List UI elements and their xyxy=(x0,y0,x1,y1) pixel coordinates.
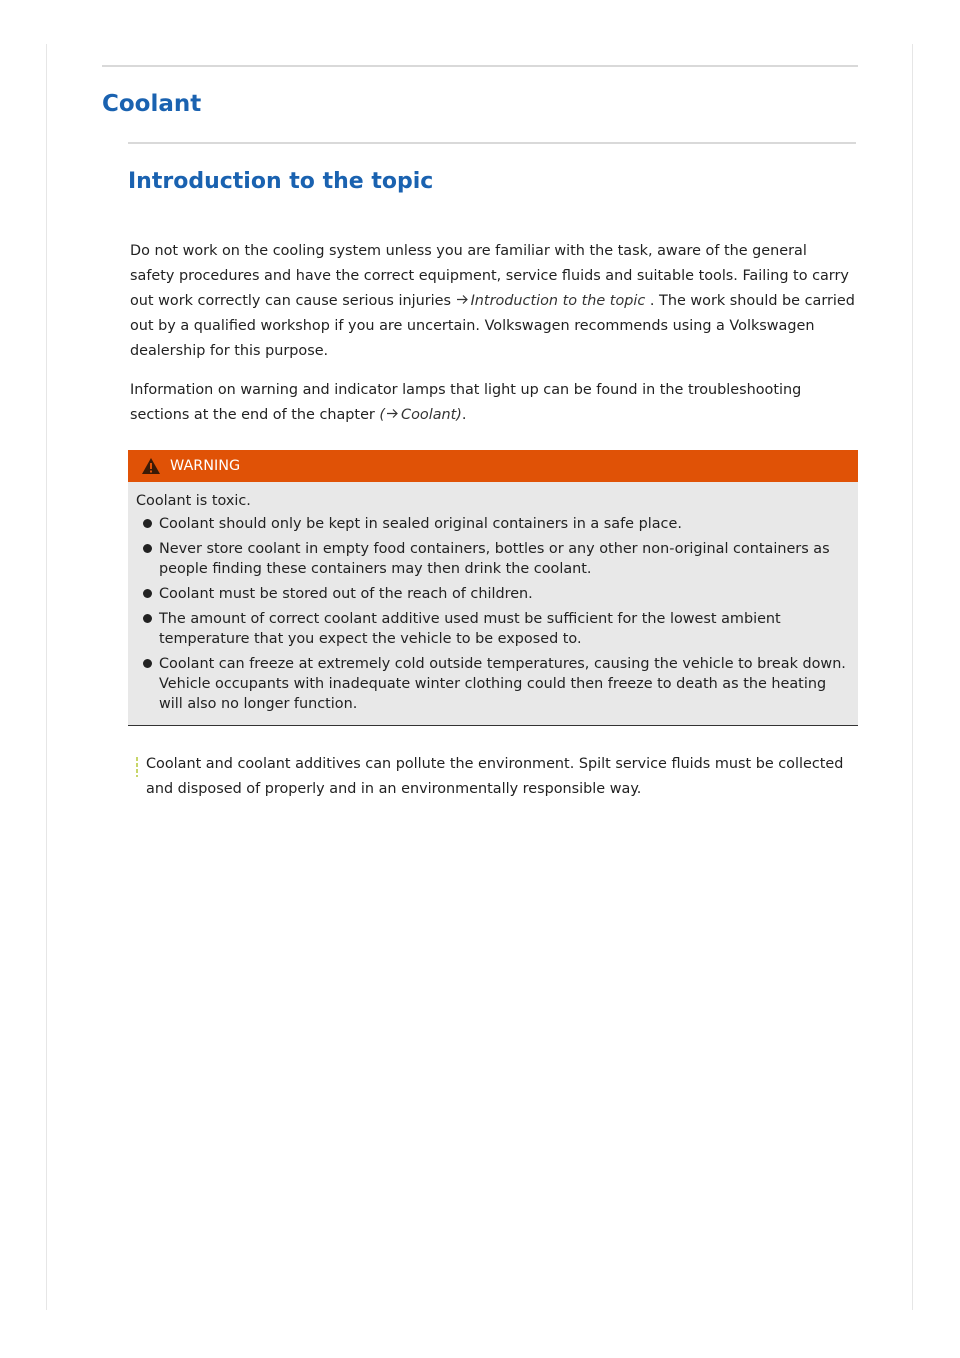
arrow-right-icon xyxy=(386,408,399,419)
xref-label: Introduction to the topic xyxy=(470,293,646,309)
bullet-icon xyxy=(143,659,152,668)
info-paragraph xyxy=(130,378,855,428)
intro-text: Do not work on the cooling system unless you are familiar with the task, aware of the general safety procedures and have the correct equipment, service fluids and suitable tools. Failing to carry out work correctly can cause serious injuries xyxy=(130,243,849,309)
bullet-icon xyxy=(143,614,152,623)
intro-text-tail: . The work should be carried out by a qualified workshop if you are uncertain. Volkswagen recommends using a Volkswagen dealership for this purpose. xyxy=(130,293,855,359)
xref-paren: ( xyxy=(379,407,386,423)
warning-triangle-icon xyxy=(141,457,161,475)
environment-note xyxy=(130,752,855,802)
bullet-icon xyxy=(143,519,152,528)
environment-note-text: Coolant and coolant additives can pollute the environment. Spilt service fluids must be collected and disposed of properly and in an environmentally responsible way. xyxy=(146,756,844,797)
warning-box xyxy=(128,450,858,726)
xref-link-topic[interactable] xyxy=(456,293,646,309)
page-frame-left xyxy=(46,44,47,1310)
list-item-text: Coolant can freeze at extremely cold outside temperatures, causing the vehicle to break down. Vehicle occupants with inadequate winter clothing could then freeze to death as the heating will also no longer function. xyxy=(159,656,846,712)
info-text: Information on warning and indicator lamps that light up can be found in the troubleshooting sections at the end of the chapter xyxy=(130,382,802,423)
bullet-icon xyxy=(143,544,152,553)
warning-label: WARNING xyxy=(170,458,241,474)
list-item xyxy=(136,539,846,579)
section-divider xyxy=(102,65,858,67)
list-item-text: The amount of correct coolant additive used must be sufficient for the lowest ambient temperature that you expect the vehicle to be exposed to. xyxy=(159,611,781,647)
environment-note-icon xyxy=(135,757,139,777)
list-item-text: Never store coolant in empty food containers, bottles or any other non-original containers as people finding these containers may then drink the coolant. xyxy=(159,541,830,577)
list-item xyxy=(136,654,846,714)
section-title: Coolant xyxy=(102,91,202,117)
arrow-right-icon xyxy=(456,294,469,305)
bullet-icon xyxy=(143,589,152,598)
list-item-text: Coolant must be stored out of the reach of children. xyxy=(159,586,533,602)
topic-divider xyxy=(128,142,856,144)
xref-link-coolant[interactable] xyxy=(379,407,461,423)
intro-paragraph xyxy=(130,239,855,364)
xref-label: Coolant) xyxy=(401,407,462,423)
warning-body xyxy=(128,482,858,726)
list-item xyxy=(136,514,846,534)
page-frame-right xyxy=(912,44,913,1310)
warning-header xyxy=(128,450,858,482)
list-item xyxy=(136,584,846,604)
list-item xyxy=(136,609,846,649)
list-item-text: Coolant should only be kept in sealed original containers in a safe place. xyxy=(159,516,682,532)
topic-title: Introduction to the topic xyxy=(128,169,434,194)
warning-intro: Coolant is toxic. xyxy=(136,493,251,509)
warning-list xyxy=(136,514,846,714)
info-text-tail: . xyxy=(461,407,467,423)
